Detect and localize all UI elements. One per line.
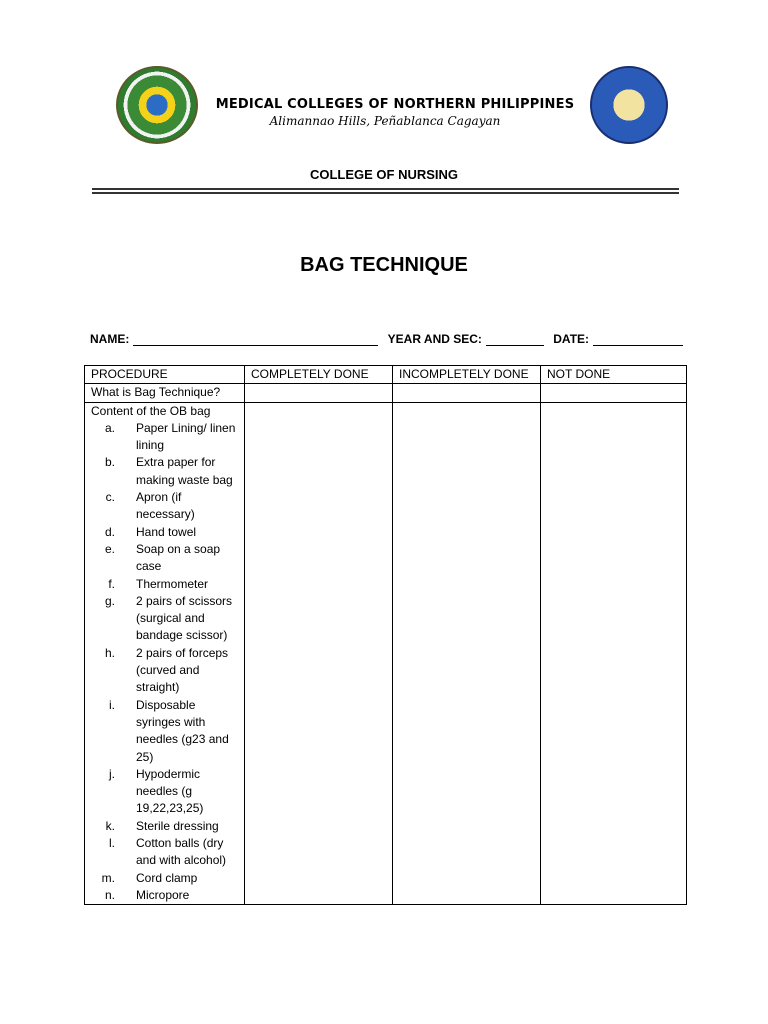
not-done-cell[interactable]: [541, 384, 687, 402]
institution-name: MEDICAL COLLEGES OF NORTHERN PHILIPPINES: [215, 97, 575, 112]
list-item-letter: b.: [104, 455, 115, 470]
list-item-text: Apron (if necessary): [136, 490, 195, 522]
list-item: [91, 766, 238, 818]
list-item-text: Sterile dressing: [136, 818, 219, 833]
list-item-letter: n.: [104, 887, 115, 902]
list-item-letter: j.: [109, 766, 115, 781]
completely-done-cell[interactable]: [245, 384, 393, 402]
list-item: [91, 870, 238, 887]
list-item-text: 2 pairs of scissors (surgical and bandage scissor): [136, 593, 233, 643]
list-item-text: Cotton balls (dry and with alcohol): [136, 836, 227, 868]
institution-address: Alimannao Hills, Peñablanca Cagayan: [269, 114, 501, 128]
incompletely-done-cell[interactable]: [393, 384, 541, 402]
checklist-table: [84, 365, 687, 905]
list-item-letter: h.: [104, 645, 115, 660]
date-label: DATE:: [553, 332, 590, 346]
list-item-text: Extra paper for making waste bag: [136, 455, 233, 487]
info-fields: [90, 332, 689, 346]
list-item-text: 2 pairs of forceps (curved and straight): [136, 645, 229, 695]
procedure-cell: What is Bag Technique?: [85, 384, 245, 402]
incompletely-done-cell[interactable]: [393, 402, 541, 905]
list-item-letter: l.: [109, 836, 115, 851]
list-item: [91, 576, 238, 593]
column-header: INCOMPLETELY DONE: [393, 366, 541, 384]
list-item-text: Paper Lining/ linen lining: [136, 420, 236, 453]
list-item-letter: f.: [108, 576, 115, 591]
list-item-letter: g.: [104, 593, 115, 608]
header-divider: [92, 188, 679, 190]
ob-bag-heading: Content of the OB bag: [91, 403, 211, 418]
list-item: [91, 818, 238, 835]
list-item: [91, 645, 238, 697]
college-of-nursing-seal-icon: [590, 66, 668, 144]
list-item: [91, 420, 238, 455]
page-title: BAG TECHNIQUE: [300, 254, 468, 276]
table-row: [85, 384, 687, 402]
ob-bag-item-list: [91, 420, 238, 904]
mcnp-seal-icon: [116, 66, 198, 144]
completely-done-cell[interactable]: [245, 402, 393, 905]
table-header-row: [85, 366, 687, 384]
not-done-cell[interactable]: [541, 402, 687, 905]
year-sec-field[interactable]: [486, 333, 544, 346]
list-item-letter: i.: [109, 697, 115, 712]
name-field[interactable]: [133, 333, 378, 346]
list-item-letter: c.: [105, 490, 115, 505]
list-item-letter: d.: [104, 524, 115, 539]
list-item: [91, 593, 238, 645]
list-item-text: Cord clamp: [136, 870, 198, 885]
name-label: NAME:: [90, 332, 130, 346]
list-item-text: Thermometer: [136, 576, 209, 591]
list-item-letter: a.: [104, 420, 115, 435]
list-item: [91, 524, 238, 541]
list-item-text: Hand towel: [136, 524, 197, 539]
list-item: [91, 887, 238, 904]
list-item-text: Hypodermic needles (g 19,22,23,25): [136, 766, 204, 816]
column-header: COMPLETELY DONE: [245, 366, 393, 384]
list-item: [91, 697, 238, 766]
list-item-letter: m.: [101, 870, 115, 885]
header-divider: [92, 192, 679, 194]
list-item: [91, 835, 238, 870]
list-item: [91, 541, 238, 576]
list-item-text: Micropore: [136, 887, 190, 902]
column-header: NOT DONE: [541, 366, 687, 384]
year-sec-label: YEAR AND SEC:: [387, 332, 482, 346]
procedure-cell: [85, 402, 245, 905]
list-item: [91, 454, 238, 489]
list-item-text: Disposable syringes with needles (g23 and 25): [136, 697, 229, 764]
list-item-letter: e.: [104, 541, 115, 556]
table-row: [85, 402, 687, 905]
college-name: COLLEGE OF NURSING: [309, 167, 459, 182]
list-item: [91, 489, 238, 524]
list-item-text: Soap on a soap case: [136, 541, 221, 574]
column-header: PROCEDURE: [85, 366, 245, 384]
list-item-letter: k.: [105, 818, 115, 833]
date-field[interactable]: [593, 333, 683, 346]
